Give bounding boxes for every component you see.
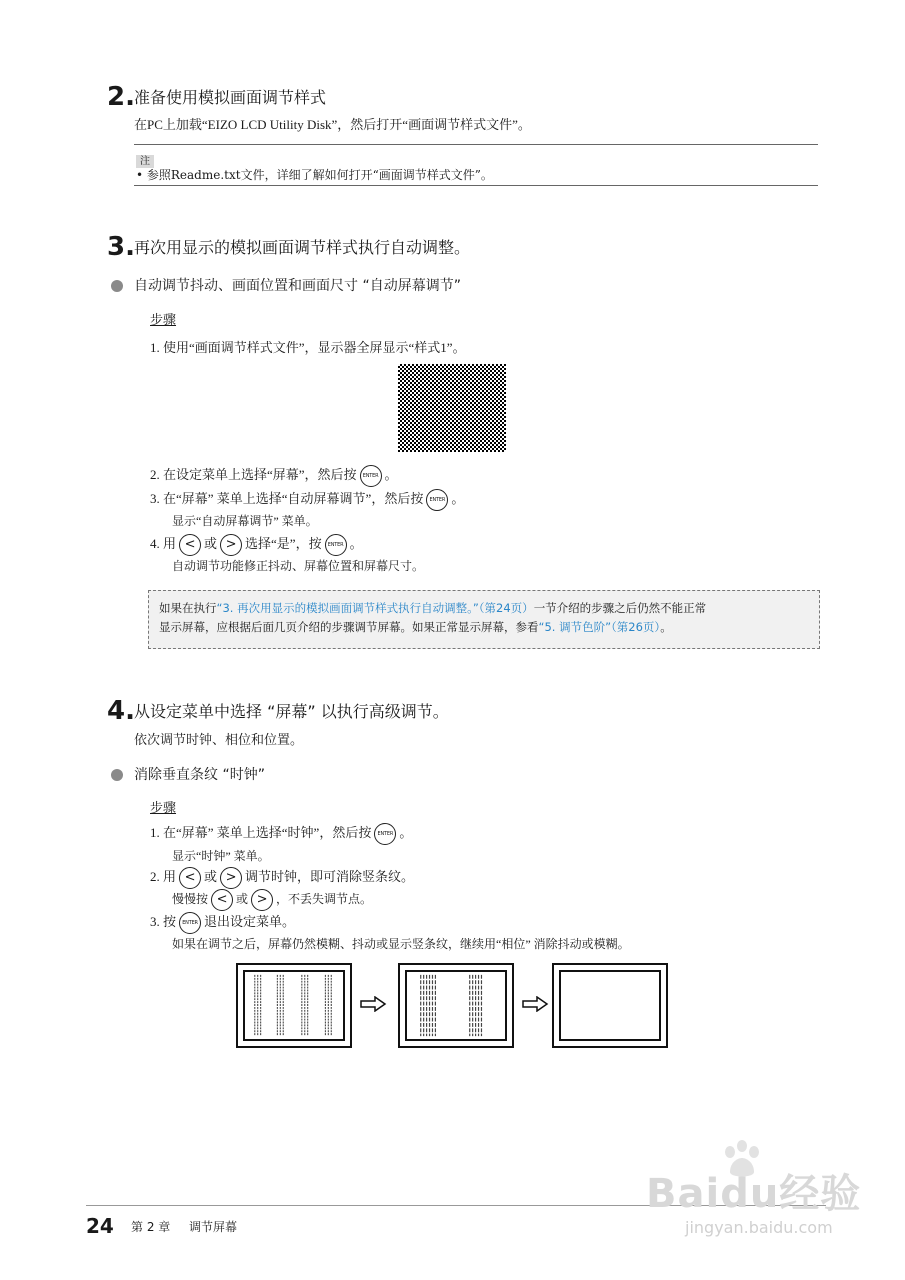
section4-steps-label: 步骤 bbox=[150, 801, 177, 816]
info-link-section3[interactable]: “3. 再次用显示的模拟画面调节样式执行自动调整。”（第24页） bbox=[216, 601, 534, 615]
monitor-screen bbox=[559, 970, 661, 1041]
info-line2: 显示屏幕，应根据后面几页介绍的步骤调节屏幕。如果正常显示屏幕，参看“5. 调节色阶”（第26页）。 bbox=[159, 620, 672, 634]
arrow-right-icon bbox=[359, 996, 387, 1012]
section4-subhead: 消除垂直条纹 “时钟” bbox=[134, 767, 265, 783]
section3-step1: 1. 使用“画面调节样式文件”，显示器全屏显示“样式1”。 bbox=[150, 340, 466, 355]
watermark-brand: Baidu经验 bbox=[646, 1171, 862, 1217]
info-link-section5[interactable]: “5. 调节色阶”（第26页） bbox=[538, 620, 661, 634]
enter-button-icon: ENTER bbox=[325, 534, 347, 556]
left-button-icon: < bbox=[179, 867, 201, 889]
section3-title: 再次用显示的模拟画面调节样式执行自动调整。 bbox=[134, 238, 471, 257]
monitor-screen bbox=[243, 970, 345, 1041]
section2-number: 2. bbox=[107, 82, 135, 112]
section4-step3-sub: 如果在调节之后，屏幕仍然模糊、抖动或显示竖条纹，继续用“相位” 消除抖动或模糊。 bbox=[172, 937, 630, 951]
footer-page-number: 24 bbox=[86, 1214, 114, 1238]
section3-steps-label: 步骤 bbox=[150, 313, 177, 328]
section4-step3: 3. 按 ENTER 退出设定菜单。 bbox=[150, 912, 295, 934]
enter-button-icon: ENTER bbox=[360, 465, 382, 487]
section3-step3: 3. 在“屏幕” 菜单上选择“自动屏幕调节”，然后按 ENTER 。 bbox=[150, 489, 464, 511]
section4-step1-sub: 显示“时钟” 菜单。 bbox=[172, 849, 270, 863]
footer-chapter-title: 调节屏幕 bbox=[189, 1220, 238, 1234]
note-box bbox=[134, 144, 818, 186]
watermark-url: jingyan.baidu.com bbox=[685, 1218, 833, 1237]
section4-step2: 2. 用 < 或 > 调节时钟，即可消除竖条纹。 bbox=[150, 867, 414, 889]
note-text: • 参照Readme.txt文件，详细了解如何打开“画面调节样式文件”。 bbox=[136, 168, 493, 182]
section3-step4-sub: 自动调节功能修正抖动、屏幕位置和屏幕尺寸。 bbox=[172, 559, 425, 573]
section4-step1: 1. 在“屏幕” 菜单上选择“时钟”，然后按 ENTER 。 bbox=[150, 823, 412, 845]
enter-button-icon: ENTER bbox=[179, 912, 201, 934]
section3-step2: 2. 在设定菜单上选择“屏幕”，然后按 ENTER 。 bbox=[150, 465, 398, 487]
left-button-icon: < bbox=[179, 534, 201, 556]
section3-step4: 4. 用 < 或 > 选择“是”，按 ENTER 。 bbox=[150, 534, 363, 556]
note-tag: 注 bbox=[136, 155, 154, 168]
bullet-icon bbox=[111, 280, 123, 292]
right-button-icon: > bbox=[220, 867, 242, 889]
right-button-icon: > bbox=[251, 889, 273, 911]
monitor-after-illustration bbox=[552, 963, 668, 1048]
arrow-right-icon bbox=[521, 996, 549, 1012]
section3-number: 3. bbox=[107, 232, 135, 262]
info-line1: 如果在执行“3. 再次用显示的模拟画面调节样式执行自动调整。”（第24页）一节介绍的步骤之后仍然不能正常 bbox=[159, 601, 707, 615]
section3-step3-sub: 显示“自动屏幕调节” 菜单。 bbox=[172, 514, 318, 528]
enter-button-icon: ENTER bbox=[426, 489, 448, 511]
monitor-screen bbox=[405, 970, 507, 1041]
monitor-middle-illustration bbox=[398, 963, 514, 1048]
enter-button-icon: ENTER bbox=[374, 823, 396, 845]
section2-title: 准备使用模拟画面调节样式 bbox=[134, 88, 327, 107]
bullet-icon bbox=[111, 769, 123, 781]
right-button-icon: > bbox=[220, 534, 242, 556]
vertical-stripes-icon bbox=[245, 972, 343, 1039]
section4-title: 从设定菜单中选择 “屏幕” 以执行高级调节。 bbox=[134, 702, 449, 721]
left-button-icon: < bbox=[211, 889, 233, 911]
monitor-before-illustration bbox=[236, 963, 352, 1048]
blurred-stripes-icon bbox=[407, 972, 505, 1039]
section2-body: 在PC上加载“EIZO LCD Utility Disk”，然后打开“画面调节样式文件”。 bbox=[134, 117, 531, 132]
section4-number: 4. bbox=[107, 696, 135, 726]
info-box bbox=[148, 590, 820, 649]
footer-chapter: 第 2 章 bbox=[131, 1220, 171, 1234]
checkerboard-pattern bbox=[398, 364, 506, 452]
section3-subhead: 自动调节抖动、画面位置和画面尺寸 “自动屏幕调节” bbox=[134, 278, 461, 294]
section4-step2-sub: 慢慢按 < 或 > ，不丢失调节点。 bbox=[172, 889, 372, 911]
section4-body: 依次调节时钟、相位和位置。 bbox=[134, 732, 304, 747]
